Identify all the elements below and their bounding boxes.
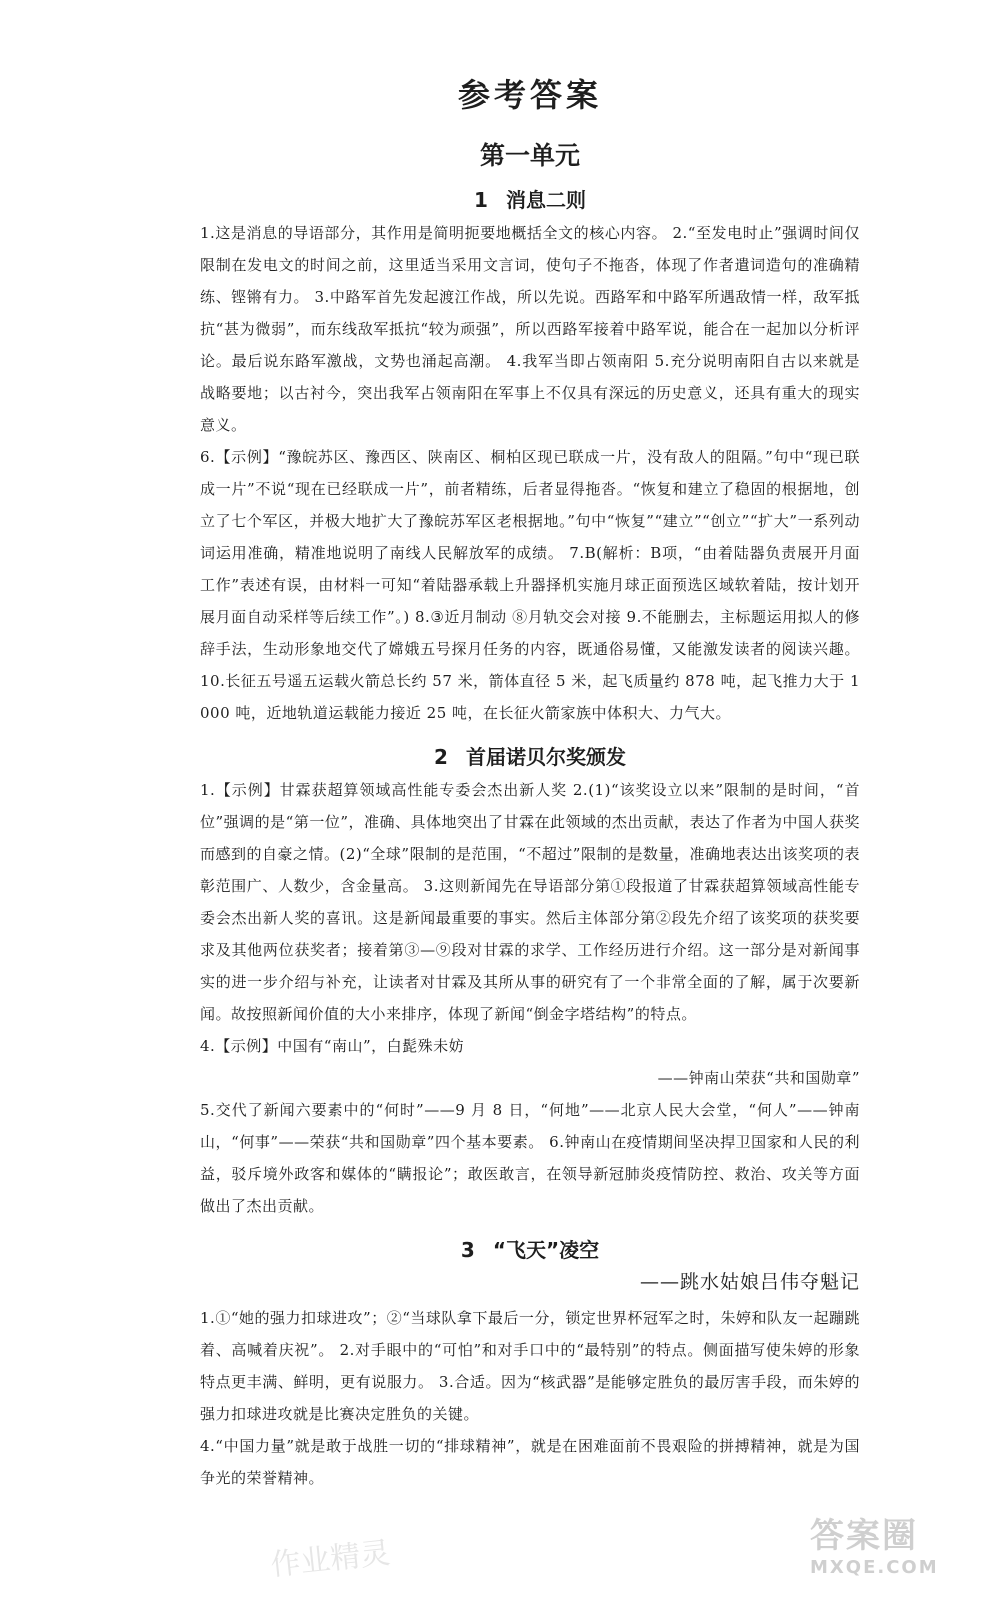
lesson-3-subtitle: ——跳水姑娘吕伟夺魁记 <box>639 1271 860 1293</box>
stamp-watermark: 作业精灵 <box>268 1535 392 1584</box>
lesson-1-paragraph: 6.【示例】“豫皖苏区、豫西区、陕南区、桐柏区现已联成一片，没有敌人的阻隔。”句中“现已联成一片”不说“现在已经联成一片”，前者精练，后者显得拖沓。“恢复和建立了稳固的根据地，创立了七个军区，并极大地扩大了豫皖苏军区老根据地。”句中“恢复”“建立”“创立”“扩大”一系列动词运用准确，精准地说明了南线人民解放军的成绩。 7.B(解析：B项，“由着陆器负责展开月面工作”表述有误，由材料一可知“着陆器承载上升器择机实施月球正面预选区域软着陆，按计划开展月面自动采样等后续工作”。) 8.③近月制动 ⑧月轨交会对接 9.不能删去，主标题运用拟人的修辞手法，生动形象地交代了嫦娥五号探月任务的内容，既通俗易懂，又能激发读者的阅读兴趣。 10.长征五号遥五运载火箭总长约 57 米，箭体直径 5 米，起飞质量约 878 吨，起飞推力大于 1 000 吨，近地轨道运载能力接近 25 吨，在长征火箭家族中体积大、力气大。 <box>200 448 860 722</box>
lesson-2-signature: ——钟南山荣获“共和国勋章” <box>657 1069 860 1087</box>
page-title: 参考答案 <box>457 76 602 114</box>
lesson-3-title: “飞天”凌空 <box>492 1238 600 1262</box>
lesson-3-paragraph: 1.①“她的强力扣球进攻”；②“当球队拿下最后一分，锁定世界杯冠军之时，朱婷和队友一起蹦跳着、高喊着庆祝”。 2.对手眼中的“可怕”和对手口中的“最特别”的特点。侧面描写使朱婷的形象特点更丰满、鲜明，更有说服力。 3.合适。因为“核武器”是能够定胜负的最厉害手段，而朱婷的强力扣球进攻就是比赛决定胜负的关键。 <box>200 1309 860 1423</box>
lesson-2-number: 2 <box>434 745 448 769</box>
lesson-1-paragraph: 1.这是消息的导语部分，其作用是简明扼要地概括全文的核心内容。 2.“至发电时止”强调时间仅限制在发电文的时间之前，这里适当采用文言词，使句子不拖沓，体现了作者遣词造句的准确精练、铿锵有力。 3.中路军首先发起渡江作战，所以先说。西路军和中路军所遇敌情一样，敌军抵抗“甚为微弱”，而东线敌军抵抗“较为顽强”，所以西路军接着中路军说，能合在一起加以分析评论。最后说东路军激战，文势也涌起高潮。 4.我军当即占领南阳 5.充分说明南阳自古以来就是战略要地；以古衬今，突出我军占领南阳在军事上不仅具有深远的历史意义，还具有重大的现实意义。 <box>200 224 860 434</box>
watermark-logo-text: 答案圈 <box>810 1516 918 1556</box>
lesson-3-paragraph: 4.“中国力量”就是敢于战胜一切的“排球精神”，就是在困难面前不畏艰险的拼搏精神，就是为国争光的荣誉精神。 <box>200 1437 860 1487</box>
lesson-1-heading <box>200 184 860 213</box>
lesson-3-heading <box>200 1234 860 1263</box>
lesson-2-paragraph: 4.【示例】中国有“南山”，白髭殊未妨 <box>200 1037 465 1055</box>
answer-page <box>200 70 860 1494</box>
unit-title: 第一单元 <box>479 141 580 170</box>
lesson-2-heading <box>200 741 860 770</box>
site-watermark <box>810 1508 980 1588</box>
lesson-3-number: 3 <box>460 1238 475 1262</box>
lesson-1-title: 消息二则 <box>505 188 586 212</box>
watermark-url: MXQE.COM <box>810 1557 939 1578</box>
lesson-2-paragraph: 5.交代了新闻六要素中的“何时”——9 月 8 日，“何地”——北京人民大会堂，“何人”——钟南山，“何事”——荣获“共和国勋章”四个基本要素。 6.钟南山在疫情期间坚决捍卫国家和人民的利益，驳斥境外政客和媒体的“瞒报论”；敢医敢言，在领导新冠肺炎疫情防控、救治、攻关等方面做出了杰出贡献。 <box>200 1101 860 1215</box>
lesson-1-number: 1 <box>474 188 488 212</box>
lesson-2-title: 首届诺贝尔奖颁发 <box>465 745 626 769</box>
lesson-2-paragraph: 1.【示例】甘霖获超算领域高性能专委会杰出新人奖 2.(1)“该奖设立以来”限制的是时间，“首位”强调的是“第一位”，准确、具体地突出了甘霖在此领域的杰出贡献，表达了作者为中国人获奖而感到的自豪之情。(2)“全球”限制的是范围，“不超过”限制的是数量，准确地表达出该奖项的表彰范围广、人数少，含金量高。 3.这则新闻先在导语部分第①段报道了甘霖获超算领域高性能专委会杰出新人奖的喜讯。这是新闻最重要的事实。然后主体部分第②段先介绍了该奖项的获奖要求及其他两位获奖者；接着第③—⑨段对甘霖的求学、工作经历进行介绍。这一部分是对新闻事实的进一步介绍与补充，让读者对甘霖及其所从事的研究有了一个非常全面的了解，属于次要新闻。故按照新闻价值的大小来排序，体现了新闻“倒金字塔结构”的特点。 <box>200 781 861 1023</box>
